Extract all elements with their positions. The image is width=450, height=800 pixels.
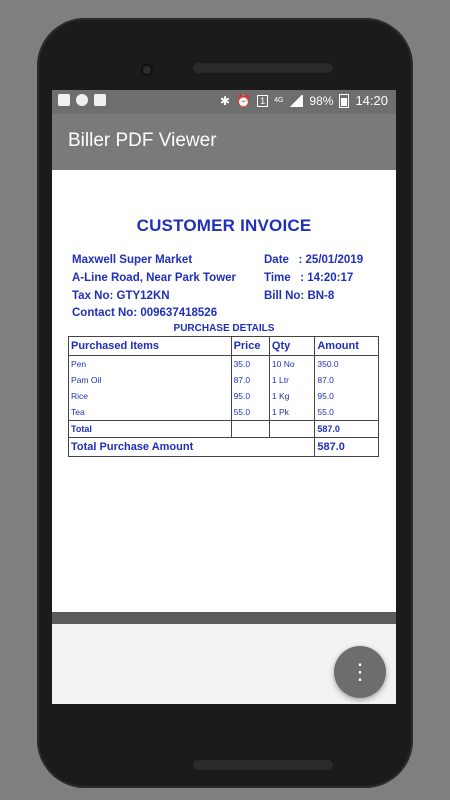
bill-number: Bill No: BN-8 <box>264 290 335 302</box>
missed-call-notification-icon <box>94 94 106 106</box>
amount-cell: 95.0 <box>315 388 379 404</box>
invoice-title: CUSTOMER INVOICE <box>136 216 312 235</box>
earpiece-speaker <box>193 63 333 73</box>
invoice-time: Time : 14:20:17 <box>264 272 354 284</box>
sim-badge: 1 <box>257 95 268 107</box>
invoice-date: Date : 25/01/2019 <box>264 254 364 266</box>
screen <box>52 90 396 704</box>
app-bar <box>52 114 396 170</box>
app-title: Biller PDF Viewer <box>68 130 217 151</box>
column-header: Qty <box>269 337 314 356</box>
alarm-icon: ⏰ <box>236 93 252 108</box>
qty-cell: 1 Pk <box>269 404 314 421</box>
grand-total-row <box>69 438 379 457</box>
pdf-page[interactable] <box>52 170 396 613</box>
store-address: A-Line Road, Near Park Tower <box>72 272 237 284</box>
qty-cell: 1 Kg <box>269 388 314 404</box>
qty-cell: 1 Ltr <box>269 372 314 388</box>
amount-cell: 55.0 <box>315 404 379 421</box>
total-row <box>69 421 379 438</box>
table-header-row <box>69 337 379 356</box>
bluetooth-icon: ✱ <box>220 93 231 108</box>
contact-number: Contact No: 009637418526 <box>72 307 218 319</box>
amount-cell: 350.0 <box>315 356 379 373</box>
total-value: 587.0 <box>315 421 379 438</box>
grand-total-label: Total Purchase Amount <box>69 438 315 457</box>
qty-cell: 10 No <box>269 356 314 373</box>
table-row <box>69 372 379 388</box>
grand-total-value: 587.0 <box>315 438 379 457</box>
page-separator <box>52 612 396 624</box>
network-type: 4G <box>274 97 284 104</box>
table-row <box>69 404 379 421</box>
item-cell: Rice <box>69 388 232 404</box>
column-header: Price <box>231 337 269 356</box>
purchase-details-heading: PURCHASE DETAILS <box>173 323 275 334</box>
amount-cell: 87.0 <box>315 372 379 388</box>
column-header: Purchased Items <box>69 337 232 356</box>
more-options-button[interactable] <box>334 646 386 698</box>
table-row <box>69 356 379 373</box>
item-cell: Pen <box>69 356 232 373</box>
store-name: Maxwell Super Market <box>72 254 193 266</box>
price-cell: 55.0 <box>231 404 269 421</box>
location-notification-icon <box>76 94 88 106</box>
image-notification-icon <box>58 94 70 106</box>
bottom-speaker <box>193 760 333 770</box>
more-vert-icon: ⋮ <box>349 659 371 684</box>
price-cell: 35.0 <box>231 356 269 373</box>
battery-percent: 98% <box>309 93 334 108</box>
tax-number: Tax No: GTY12KN <box>72 290 170 302</box>
item-cell: Tea <box>69 404 232 421</box>
signal-icon <box>289 95 303 107</box>
clock: 14:20 <box>355 93 388 108</box>
price-cell: 87.0 <box>231 372 269 388</box>
front-camera <box>141 64 153 76</box>
total-label: Total <box>69 421 232 438</box>
column-header: Amount <box>315 337 379 356</box>
battery-icon <box>339 94 349 108</box>
table-row <box>69 388 379 404</box>
purchase-table <box>68 336 379 457</box>
price-cell: 95.0 <box>231 388 269 404</box>
item-cell: Pam Oil <box>69 372 232 388</box>
status-bar <box>52 90 396 114</box>
